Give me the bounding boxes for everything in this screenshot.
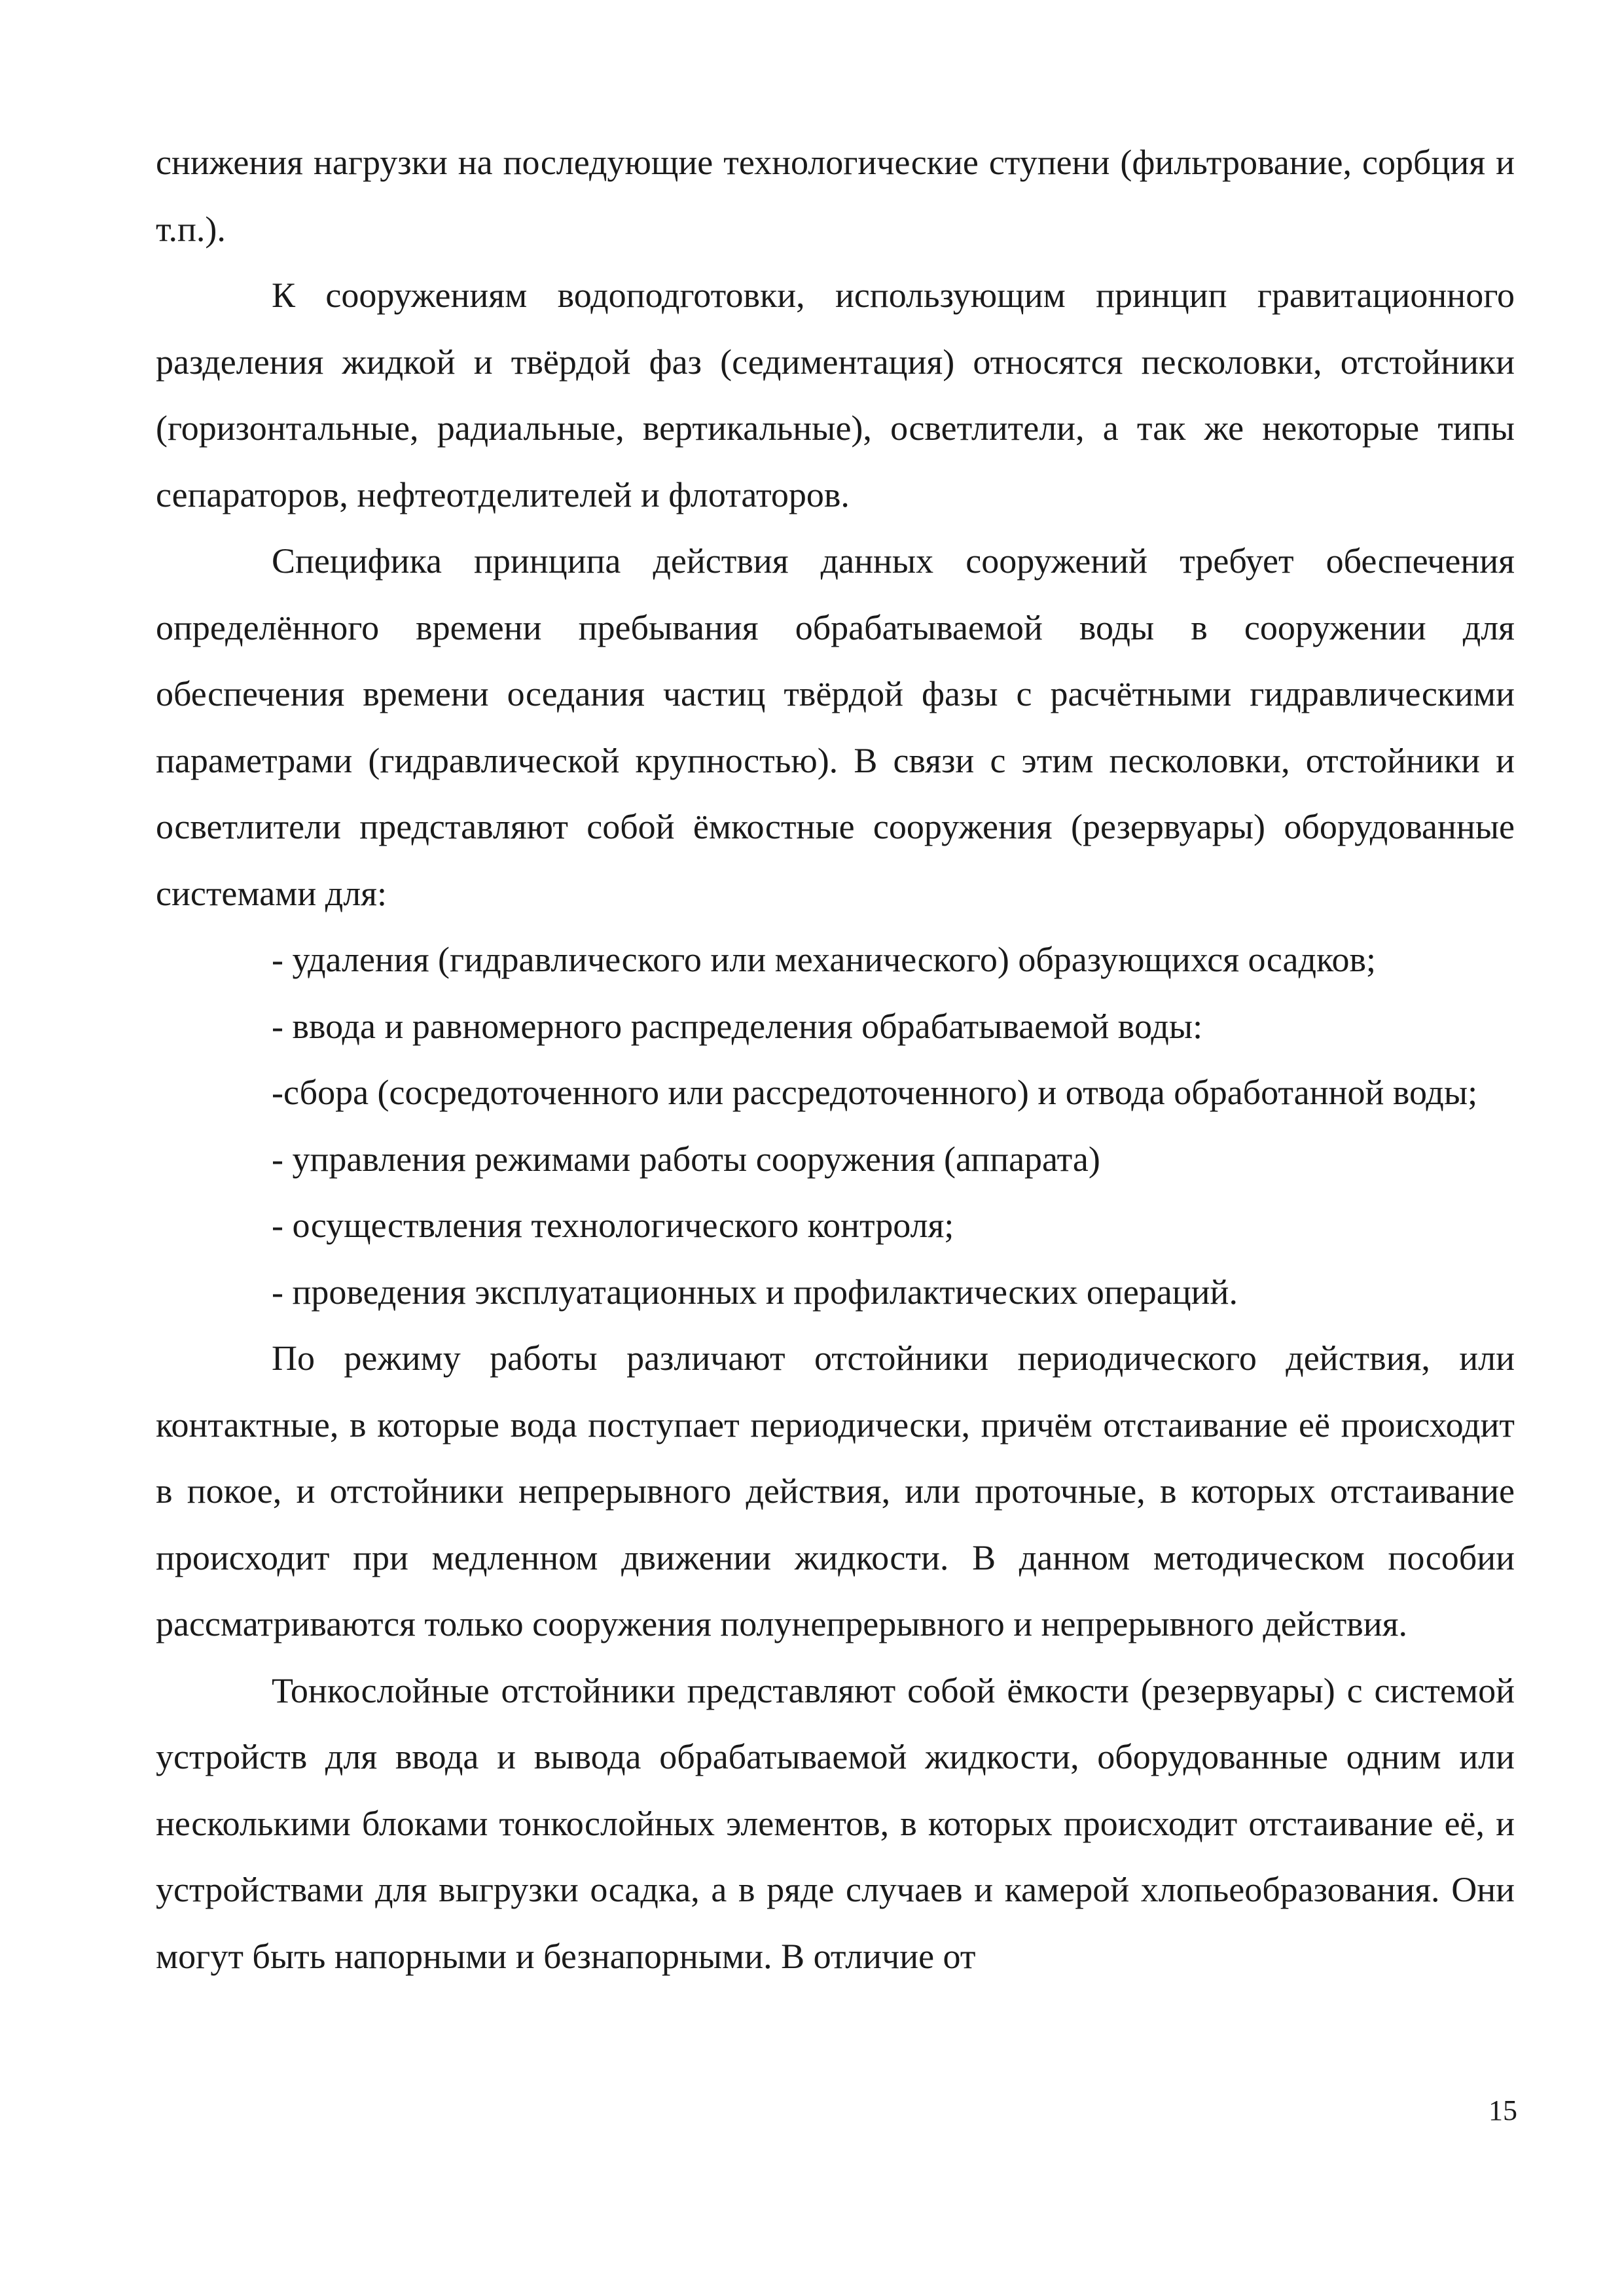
- page-number: 15: [1489, 2094, 1517, 2126]
- paragraph-thin-layer-settlers: Тонкослойные отстойники представляют собой ёмкости (резервуары) с системой устройств для ввода и вывода обрабатываемой жидкости, оборудованные одним или несколькими блоками тонкослойных элементов, в которых происходит отстаивание её, и устройствами для выгрузки осадка, а в ряде случаев и камерой хлопьеобразования. Они могут быть напорными и безнапорными. В отличие от: [156, 1670, 1515, 1976]
- paragraph-water-treatment-structures: К сооружениям водоподготовки, использующим принцип гравитационного разделения жидкой и твёрдой фаз (седиментация) относятся песколовки, отстойники (горизонтальные, радиальные, вертикальные), осветлители, а так же некоторые типы сепараторов, нефтеотделителей и флотаторов.: [156, 276, 1515, 514]
- paragraph-continuation: снижения нагрузки на последующие технологические ступени (фильтрование, сорбция и т.п.).: [156, 143, 1515, 249]
- list-item-process-control: - осуществления технологического контроля;: [272, 1206, 954, 1245]
- list-item-maintenance: - проведения эксплуатационных и профилактических операций.: [272, 1272, 1238, 1312]
- list-item-water-collection: -сбора (сосредоточенного или рассредоточенного) и отвода обработанной воды;: [272, 1073, 1478, 1112]
- paragraph-operating-modes: По режиму работы различают отстойники периодического действия, или контактные, в которые вода поступает периодически, причём отстаивание её происходит в покое, и отстойники непрерывного действия, или проточные, в которых отстаивание происходит при медленном движении жидкости. В данном методическом пособии рассматриваются только сооружения полунепрерывного и непрерывного действия.: [156, 1338, 1515, 1643]
- list-item-water-input: - ввода и равномерного распределения обрабатываемой воды:: [272, 1006, 1203, 1046]
- list-item-mode-control: - управления режимами работы сооружения (аппарата): [272, 1139, 1100, 1179]
- paragraph-operating-principle: Специфика принципа действия данных сооружений требует обеспечения определённого времени пребывания обрабатываемой воды в сооружении для обеспечения времени оседания частиц твёрдой фазы с расчётными гидравлическими параметрами (гидравлической крупностью). В связи с этим песколовки, отстойники и осветлители представляют собой ёмкостные сооружения (резервуары) оборудованные системами для:: [156, 541, 1515, 913]
- body-text: [156, 130, 1515, 1990]
- list-item-sediment-removal: - удаления (гидравлического или механического) образующихся осадков;: [272, 940, 1376, 979]
